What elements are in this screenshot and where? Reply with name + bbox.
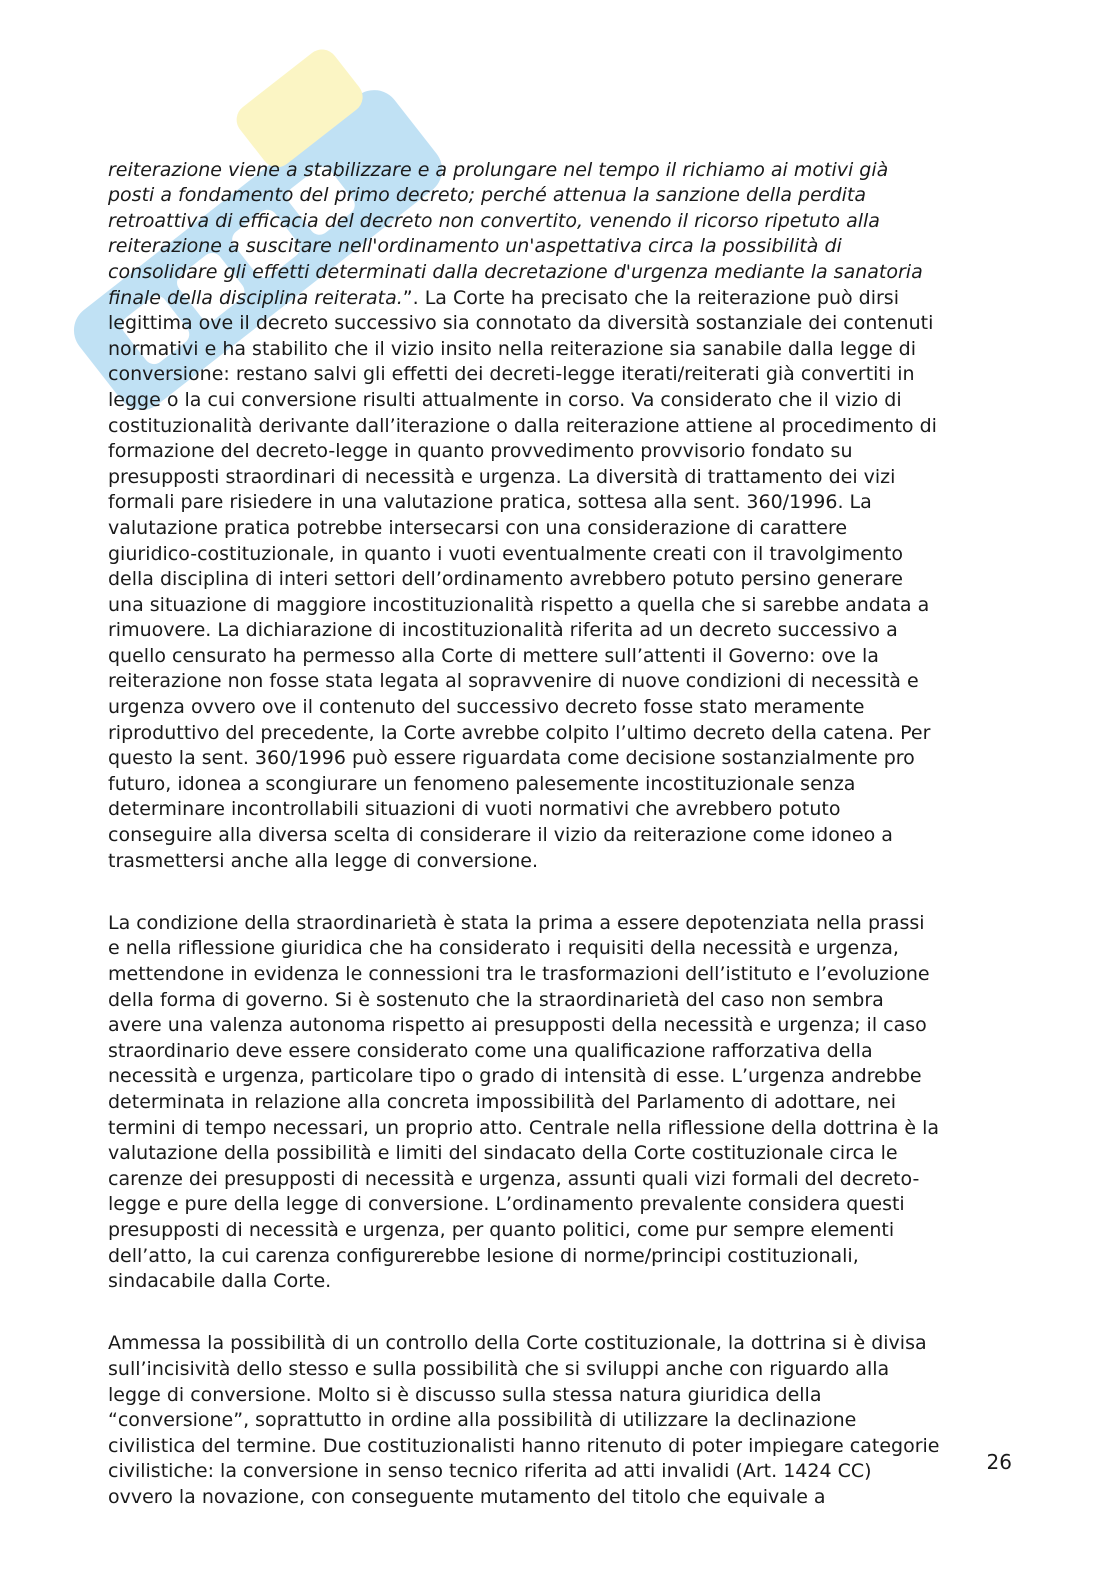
italic-quote: reiterazione viene a stabilizzare e a prolungare nel tempo il richiamo ai motivi già posti a fondamento del primo decreto; perché attenua la sanzione della perdita retroattiva di efficacia del decreto non convertito, venendo il ricorso ripetuto alla reiterazione a suscitare nell'ordinamento un'aspettativa circa la possibilità di consolidare gli effetti determinati dalla decretazione d'urgenza mediante la sanatoria finale della disciplina reiterata. xyxy=(108,158,923,309)
paragraph-2: La condizione della straordinarietà è stata la prima a essere depotenziata nella prassi e nella riflessione giuridica che ha considerato i requisiti della necessità e urgenza, mettendone in evidenza le connessioni tra le trasformazioni dell’istituto e l’evoluzione della forma di governo. Si è sostenuto che la straordinarietà del caso non sembra avere una valenza autonoma rispetto ai presupposti della necessità e urgenza; il caso straordinario deve essere considerato come una qualificazione rafforzativa della necessità e urgenza, particolare tipo o grado di intensità di esse. L’urgenza andrebbe determinata in relazione alla concreta impossibilità del Parlamento di adottare, nei termini di tempo necessari, un proprio atto. Centrale nella riflessione della dottrina è la valutazione della possibilità e limiti del sindacato della Corte costituzionale circa le carenze dei presupposti di necessità e urgenza, assunti quali vizi formali del decreto- legge e pure della legge di conversione. L’ordinamento prevalente considera questi presupposti di necessità e urgenza, per quanto politici, come pur sempre elementi dell’atto, la cui carenza configurerebbe lesione di norme/principi costituzionali, sindacabile dalla Corte. xyxy=(108,911,940,1293)
paragraph-3: Ammessa la possibilità di un controllo della Corte costituzionale, la dottrina si è divisa sull’incisività dello stesso e sulla possibilità che si sviluppi anche con riguardo alla legge di conversione. Molto si è discusso sulla stessa natura giuridica della “conversione”, soprattutto in ordine alla possibilità di utilizzare la declinazione civilistica del termine. Due costituzionalisti hanno ritenuto di poter impiegare categorie civilistiche: la conversione in senso tecnico riferita ad atti invalidi (Art. 1424 CC) ovvero la novazione, con conseguente mutamento del titolo che equivale a xyxy=(108,1332,940,1508)
paragraph-1-text: ”. La Corte ha precisato che la reiterazione può dirsi legittima ove il decreto successivo sia connotato da diversità sostanziale dei contenuti normativi e ha stabilito che il vizio insito nella reiterazione sia sanabile dalla legge di conversione: restano salvi gli effetti dei decreti-legge iterati/reiterati già convertiti in legge o la cui conversione risulti attualmente in corso. Va considerato che il vizio di costituzionalità derivante dall’iterazione o dalla reiterazione attiene al procedimento di formazione del decreto-legge in quanto provvedimento provvisorio fondato su presupposti straordinari di necessità e urgenza. La diversità di trattamento dei vizi formali pare risiedere in una valutazione pratica, sottesa alla sent. 360/1996. La valutazione pratica potrebbe intersecarsi con una considerazione di carattere giuridico-costituzionale, in quanto i vuoti eventualmente creati con il travolgimento della disciplina di interi settori dell’ordinamento avrebbero potuto persino generare una situazione di maggiore incostituzionalità rispetto a quella che si sarebbe andata a rimuovere. La dichiarazione di incostituzionalità riferita ad un decreto successivo a quello censurato ha permesso alla Corte di mettere sull’attenti il Governo: ove la reiterazione non fosse stata legata al sopravvenire di nuove condizioni di necessità e urgenza ovvero ove il contenuto del successivo decreto fosse stato meramente riproduttivo del precedente, la Corte avrebbe colpito l’ultimo decreto della catena. Per questo la sent. 360/1996 può essere riguardata come decisione sostanzialmente pro futuro, idonea a scongiurare un fenomeno palesemente incostituzionale senza determinare incontrollabili situazioni di vuoti normativi che avrebbero potuto conseguire alla diversa scelta di considerare il vizio da reiterazione come idoneo a trasmettersi anche alla legge di conversione. xyxy=(108,286,937,872)
paragraph-1 xyxy=(108,158,1006,875)
page-number: 26 xyxy=(986,1450,1012,1474)
page-body xyxy=(108,132,1006,1547)
